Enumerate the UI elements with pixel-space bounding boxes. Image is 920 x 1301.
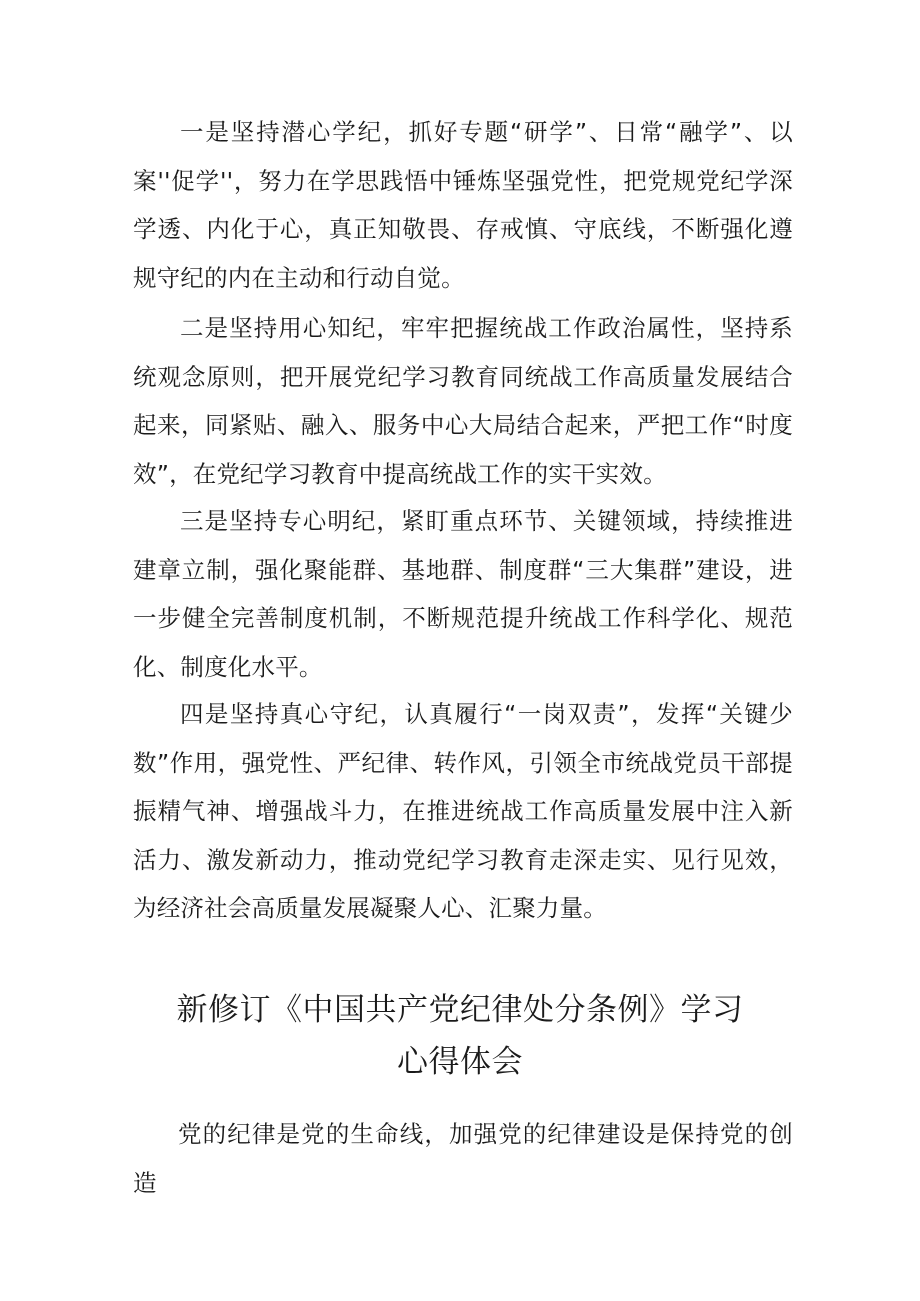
paragraph-1: 一是坚持潜心学纪，抓好专题“研学”、日常“融学”、以案''促学''，努力在学思践悟中锤炼坚强党性，把党规党纪学深学透、内化于心，真正知敬畏、存戒慎、守底线，不断强化遵规守纪的内在主动和行动自觉。 [133,118,793,292]
paragraph-5: 党的纪律是党的生命线，加强党的纪律建设是保持党的创造 [133,1120,793,1197]
section-title-line-1: 新修订《中国共产党纪律处分条例》学习 [176,992,744,1028]
paragraph-3: 三是坚持专心明纪，紧盯重点环节、关键领域，持续推进建章立制，强化聚能群、基地群、制度群“三大集群”建设，进一步健全完善制度机制，不断规范提升统战工作科学化、规范化、制度化水平。 [133,507,793,681]
paragraph-4: 四是坚持真心守纪，认真履行“一岗双责”，发挥“关键少数”作用，强党性、严纪律、转作风，引领全市统战党员干部提振精气神、增强战斗力，在推进统战工作高质量发展中注入新活力、激发新动力，推动党纪学习教育走深走实、见行见效，为经济社会高质量发展凝聚人心、汇聚力量。 [133,700,793,922]
section-title-line-2: 心得体会 [397,1044,523,1080]
paragraph-2: 二是坚持用心知纪，牢牢把握统战工作政治属性，坚持系统观念原则，把开展党纪学习教育同统战工作高质量发展结合起来，同紧贴、融入、服务中心大局结合起来，严把工作“时度效”，在党纪学习教育中提高统战工作的实干实效。 [133,314,793,488]
section-title [120,984,800,1088]
